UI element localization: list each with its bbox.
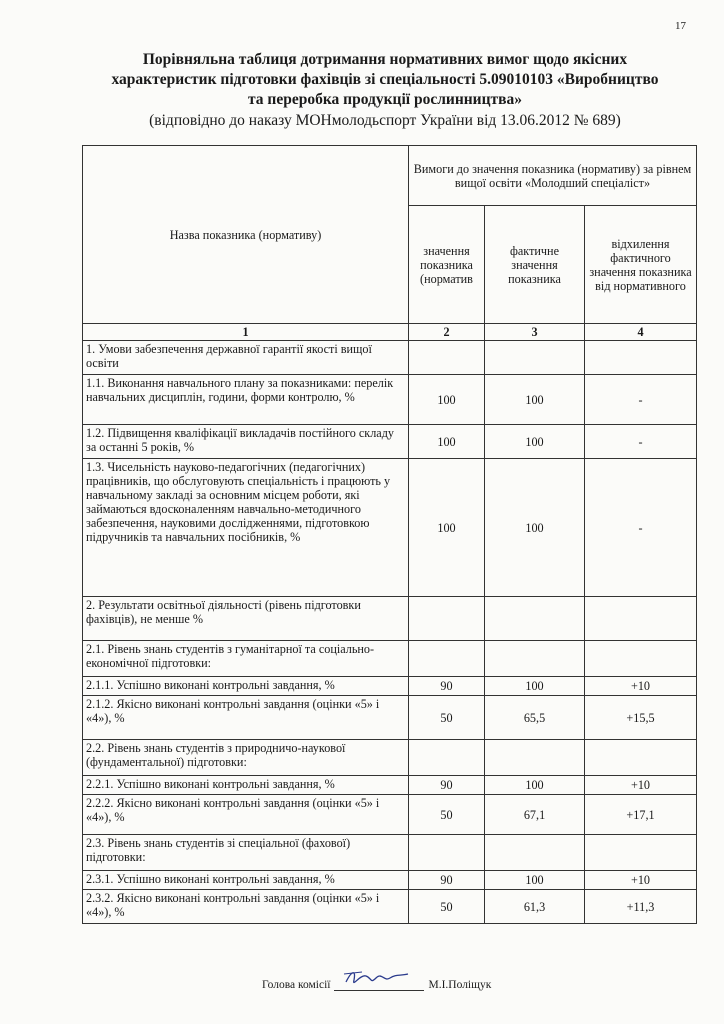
row-label: 2.1.2. Якісно виконані контрольні завдання (оцінки «5» і «4»), % (83, 696, 409, 740)
deviation-value (585, 597, 697, 641)
actual-value: 100 (485, 776, 585, 795)
table-row (83, 459, 697, 597)
actual-value: 100 (485, 677, 585, 696)
row-label: 2.3. Рівень знань студентів зі спеціальної (фахової) підготовки: (83, 835, 409, 871)
comparison-table (82, 145, 697, 924)
row-label: 1. Умови забезпечення державної гарантії якості вищої освіти (83, 341, 409, 375)
header-actual-value: фактичне значення показника (485, 206, 585, 324)
row-label: 2.1. Рівень знань студентів з гуманітарної та соціально-економічної підготовки: (83, 641, 409, 677)
row-label: 2.3.2. Якісно виконані контрольні завдання (оцінки «5» і «4»), % (83, 890, 409, 924)
deviation-value: +17,1 (585, 795, 697, 835)
norm-value (409, 597, 485, 641)
actual-value: 100 (485, 375, 585, 425)
signer-name: М.І.Поліщук (428, 979, 492, 991)
table-row (83, 740, 697, 776)
row-label: 2.1.1. Успішно виконані контрольні завдання, % (83, 677, 409, 696)
actual-value (485, 835, 585, 871)
row-label: 2.2. Рівень знань студентів з природничо-наукової (фундаментальної) підготовки: (83, 740, 409, 776)
deviation-value (585, 835, 697, 871)
deviation-value: - (585, 425, 697, 459)
row-label: 2.2.1. Успішно виконані контрольні завдання, % (83, 776, 409, 795)
actual-value: 67,1 (485, 795, 585, 835)
norm-value: 100 (409, 425, 485, 459)
signature-block (262, 976, 491, 991)
signature-line (334, 976, 424, 991)
actual-value: 100 (485, 425, 585, 459)
table-row (83, 641, 697, 677)
header-deviation: відхилення фактичного значення показника від нормативного (585, 206, 697, 324)
norm-value: 50 (409, 696, 485, 740)
norm-value: 50 (409, 890, 485, 924)
table-row (83, 696, 697, 740)
header-requirements-group: Вимоги до значення показника (нормативу) за рівнем вищої освіти «Молодший спеціаліст» (409, 146, 697, 206)
table-row (83, 795, 697, 835)
norm-value: 90 (409, 871, 485, 890)
document-title (80, 50, 690, 132)
actual-value: 100 (485, 459, 585, 597)
deviation-value: +10 (585, 871, 697, 890)
column-number: 4 (585, 324, 697, 341)
actual-value: 61,3 (485, 890, 585, 924)
deviation-value: +15,5 (585, 696, 697, 740)
title-line-2: характеристик підготовки фахівців зі спеціальності 5.09010103 «Виробництво (111, 71, 659, 88)
column-number-row (83, 324, 697, 341)
actual-value: 65,5 (485, 696, 585, 740)
row-label: 2.2.2. Якісно виконані контрольні завдання (оцінки «5» і «4»), % (83, 795, 409, 835)
deviation-value (585, 740, 697, 776)
table-row (83, 341, 697, 375)
header-norm-value: значення показника (норматив (409, 206, 485, 324)
norm-value: 100 (409, 459, 485, 597)
deviation-value: +11,3 (585, 890, 697, 924)
table-row (83, 835, 697, 871)
norm-value (409, 835, 485, 871)
table-row (83, 597, 697, 641)
table-row (83, 890, 697, 924)
row-label: 2.3.1. Успішно виконані контрольні завдання, % (83, 871, 409, 890)
page-number: 17 (675, 20, 686, 32)
actual-value (485, 341, 585, 375)
table-row (83, 776, 697, 795)
header-name-column: Назва показника (нормативу) (83, 146, 409, 324)
norm-value: 100 (409, 375, 485, 425)
deviation-value (585, 341, 697, 375)
table-row (83, 425, 697, 459)
column-number: 1 (83, 324, 409, 341)
deviation-value: +10 (585, 677, 697, 696)
table-row (83, 871, 697, 890)
row-label: 2. Результати освітньої діяльності (рівень підготовки фахівців), не менше % (83, 597, 409, 641)
norm-value (409, 740, 485, 776)
signer-role: Голова комісії (262, 979, 331, 991)
row-label: 1.3. Чисельність науково-педагогічних (педагогічних) працівників, що обслуговують спеціальність і працюють у навчальному закладі за основним місцем роботи, які займаються вдосконаленням навчально-методичного забезпечення, науковими дослідженнями, підготовкою підручників та навчальних посібників, % (83, 459, 409, 597)
actual-value (485, 641, 585, 677)
norm-value (409, 641, 485, 677)
norm-value (409, 341, 485, 375)
title-line-3: та переробка продукції рослинництва» (247, 91, 523, 108)
column-number: 2 (409, 324, 485, 341)
deviation-value: +10 (585, 776, 697, 795)
deviation-value (585, 641, 697, 677)
deviation-value: - (585, 459, 697, 597)
norm-value: 50 (409, 795, 485, 835)
title-line-1: Порівняльна таблиця дотримання нормативних вимог щодо якісних (142, 51, 628, 68)
actual-value (485, 740, 585, 776)
column-number: 3 (485, 324, 585, 341)
deviation-value: - (585, 375, 697, 425)
norm-value: 90 (409, 776, 485, 795)
row-label: 1.2. Підвищення кваліфікації викладачів постійного складу за останні 5 років, % (83, 425, 409, 459)
row-label: 1.1. Виконання навчального плану за показниками: перелік навчальних дисциплін, години, форми контролю, % (83, 375, 409, 425)
norm-value: 90 (409, 677, 485, 696)
table-row (83, 375, 697, 425)
actual-value: 100 (485, 871, 585, 890)
actual-value (485, 597, 585, 641)
table-row (83, 677, 697, 696)
handwritten-signature (342, 966, 412, 990)
document-subtitle: (відповідно до наказу МОНмолодьспорт України від 13.06.2012 № 689) (149, 112, 621, 129)
